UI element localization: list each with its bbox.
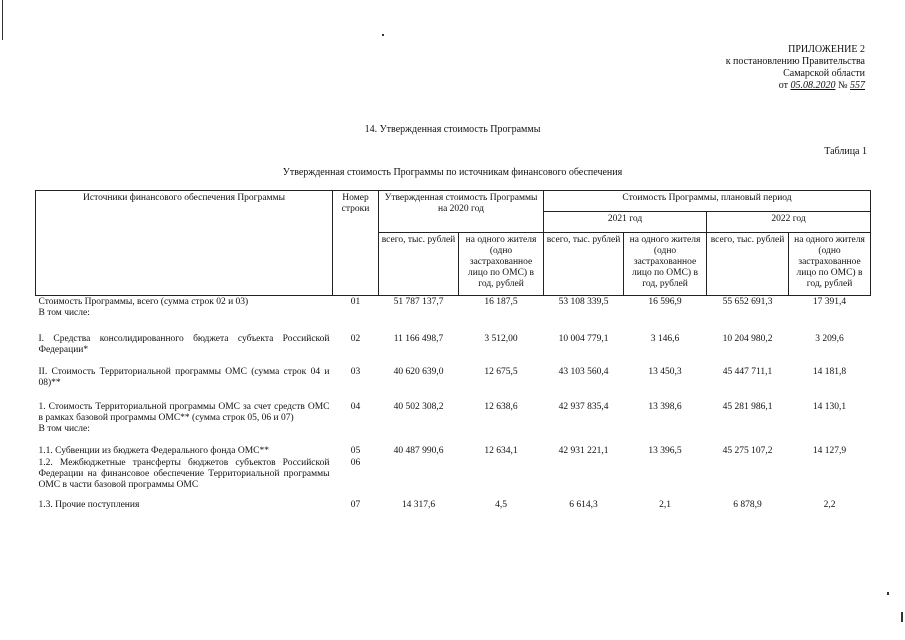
value-2021-total: 53 108 339,5 — [558, 297, 609, 307]
table-row — [36, 499, 871, 511]
resolution-number: 557 — [850, 80, 865, 91]
value-2022-total: 55 652 691,3 — [722, 297, 773, 307]
header-total-2022: всего, тыс. рублей — [707, 233, 789, 296]
header-source: Источники финансового обеспечения Программы — [36, 191, 333, 296]
value-2020-total: 11 166 498,7 — [393, 334, 444, 344]
row-number: 01 — [350, 297, 361, 307]
value-2021-total: 42 937 835,4 — [558, 402, 609, 412]
header-year-2022: 2022 год — [707, 212, 871, 233]
value-2020-total: 40 487 990,6 — [393, 446, 444, 456]
table-header — [36, 191, 871, 296]
row-source-name — [36, 401, 333, 445]
value-2020-total: 51 787 137,7 — [393, 297, 444, 307]
value-2022-per-resident — [789, 457, 871, 499]
table-row — [36, 457, 871, 499]
value-2020-total: 14 317,6 — [401, 500, 436, 510]
value-2021-per-resident: 13 396,5 — [648, 446, 682, 456]
scan-mark-bottom — [887, 592, 889, 595]
value-2022-per-resident: 14 127,9 — [812, 446, 847, 456]
header-total-2020: всего, тыс. рублей — [379, 233, 459, 296]
value-2020-per-resident — [459, 457, 544, 499]
table-label: Таблица 1 — [824, 146, 867, 157]
header-total-2021: всего, тыс. рублей — [544, 233, 624, 296]
value-2022-per-resident: 2,2 — [823, 500, 836, 510]
row-source-text: 1.2. Межбюджетные трансферты бюджетов субъектов Российской Федерации на финансовое обеспечение Территориальной программы ОМС в части базовой программы ОМС — [38, 458, 330, 490]
row-source-text: Стоимость Программы, всего (сумма строк 02 и 03) — [38, 297, 249, 307]
row-source-name — [36, 457, 333, 499]
value-2022-per-resident: 17 391,4 — [812, 297, 847, 307]
row-number: 03 — [350, 367, 361, 377]
resolution-date: 05.08.2020 — [790, 80, 836, 91]
appendix-block — [726, 44, 865, 92]
header-planned-period: Стоимость Программы, плановый период — [544, 191, 871, 212]
row-source-text: 1.3. Прочие поступления — [38, 500, 140, 510]
value-2021-total: 6 614,3 — [569, 500, 598, 510]
table-body — [36, 296, 871, 512]
value-2020-total: 40 620 639,0 — [393, 367, 444, 377]
table-row — [36, 366, 871, 401]
value-2020-per-resident: 4,5 — [495, 500, 507, 510]
appendix-line3: Самарской области — [783, 68, 865, 79]
value-2021-per-resident: 16 596,9 — [648, 297, 682, 307]
value-2020-total: 40 502 308,2 — [393, 402, 444, 412]
row-source-text: 1. Стоимость Территориальной программы ОМС за счет средств ОМС в рамках базовой программы ОМС** (сумма строк 05, 06 и 07) — [38, 402, 330, 423]
value-2022-per-resident: 14 181,8 — [812, 367, 847, 377]
number-prefix: № — [837, 80, 848, 91]
row-source-name — [36, 333, 333, 366]
date-prefix: от — [778, 80, 788, 91]
row-number: 06 — [350, 458, 361, 468]
header-per-resident-2020: на одного жителя (одно застрахованное лицо по ОМС) в год, рублей — [459, 233, 544, 296]
value-2022-per-resident: 14 130,1 — [812, 402, 847, 412]
value-2020-per-resident: 12 675,5 — [484, 367, 518, 377]
scan-mark-dot — [382, 34, 384, 36]
appendix-date-line — [726, 80, 865, 92]
table-row — [36, 333, 871, 366]
value-2021-per-resident: 3 146,6 — [650, 334, 680, 344]
value-2022-total: 45 447 711,1 — [722, 367, 773, 377]
row-suffix-text: В том числе: — [38, 424, 90, 434]
value-2021-total: 43 103 560,4 — [558, 367, 609, 377]
value-2021-per-resident — [624, 457, 707, 499]
row-suffix-text: В том числе: — [38, 308, 90, 318]
row-source-name — [36, 499, 333, 511]
value-2021-per-resident: 2,1 — [659, 500, 671, 510]
value-2021-total: 42 931 221,1 — [558, 446, 609, 456]
scan-mark-corner — [901, 612, 903, 622]
value-2020-total — [379, 457, 459, 499]
appendix-line2: к постановлению Правительства — [725, 56, 865, 67]
row-number: 02 — [350, 334, 361, 344]
value-2022-total — [707, 457, 789, 499]
value-2022-per-resident: 3 209,6 — [815, 334, 844, 344]
value-2021-per-resident: 13 398,6 — [648, 402, 682, 412]
appendix-title: ПРИЛОЖЕНИЕ 2 — [788, 44, 865, 55]
value-2022-total: 10 204 980,2 — [722, 334, 773, 344]
table-row — [36, 445, 871, 457]
value-2021-total: 10 004 779,1 — [558, 334, 609, 344]
value-2020-per-resident: 12 634,1 — [484, 446, 518, 456]
row-source-name — [36, 445, 333, 457]
row-source-text: 1.1. Субвенции из бюджета Федерального фонда ОМС** — [38, 446, 269, 456]
header-approved-2020: Утвержденная стоимость Программы на 2020 год — [379, 191, 544, 233]
row-source-name — [36, 366, 333, 401]
value-2021-total — [544, 457, 624, 499]
value-2022-total: 45 275 107,2 — [722, 446, 773, 456]
value-2021-per-resident: 13 450,3 — [648, 367, 682, 377]
row-source-text: I. Средства консолидированного бюджета субъекта Российской Федерации* — [38, 334, 330, 355]
value-2020-per-resident: 12 638,6 — [484, 402, 518, 412]
header-per-resident-2021: на одного жителя (одно застрахованное лицо по ОМС) в год, рублей — [624, 233, 707, 296]
value-2020-per-resident: 3 512,00 — [484, 334, 518, 344]
row-source-name — [36, 296, 333, 334]
section-title: 14. Утвержденная стоимость Программы — [364, 124, 541, 135]
row-number: 05 — [350, 446, 361, 456]
header-year-2021: 2021 год — [544, 212, 707, 233]
scan-mark-left — [2, 0, 3, 40]
row-number: 07 — [350, 500, 361, 510]
value-2022-total: 45 281 986,1 — [722, 402, 773, 412]
cost-table — [35, 190, 871, 511]
table-title: Утвержденная стоимость Программы по источникам финансового обеспечения — [282, 167, 623, 178]
table-row — [36, 401, 871, 445]
header-per-resident-2022: на одного жителя (одно застрахованное лицо по ОМС) в год, рублей — [789, 233, 871, 296]
value-2022-total: 6 878,9 — [733, 500, 762, 510]
header-row-number: Номер строки — [333, 191, 379, 296]
table-row — [36, 296, 871, 334]
row-number: 04 — [350, 402, 361, 412]
value-2020-per-resident: 16 187,5 — [484, 297, 518, 307]
row-source-text: II. Стоимость Территориальной программы ОМС (сумма строк 04 и 08)** — [38, 367, 330, 388]
